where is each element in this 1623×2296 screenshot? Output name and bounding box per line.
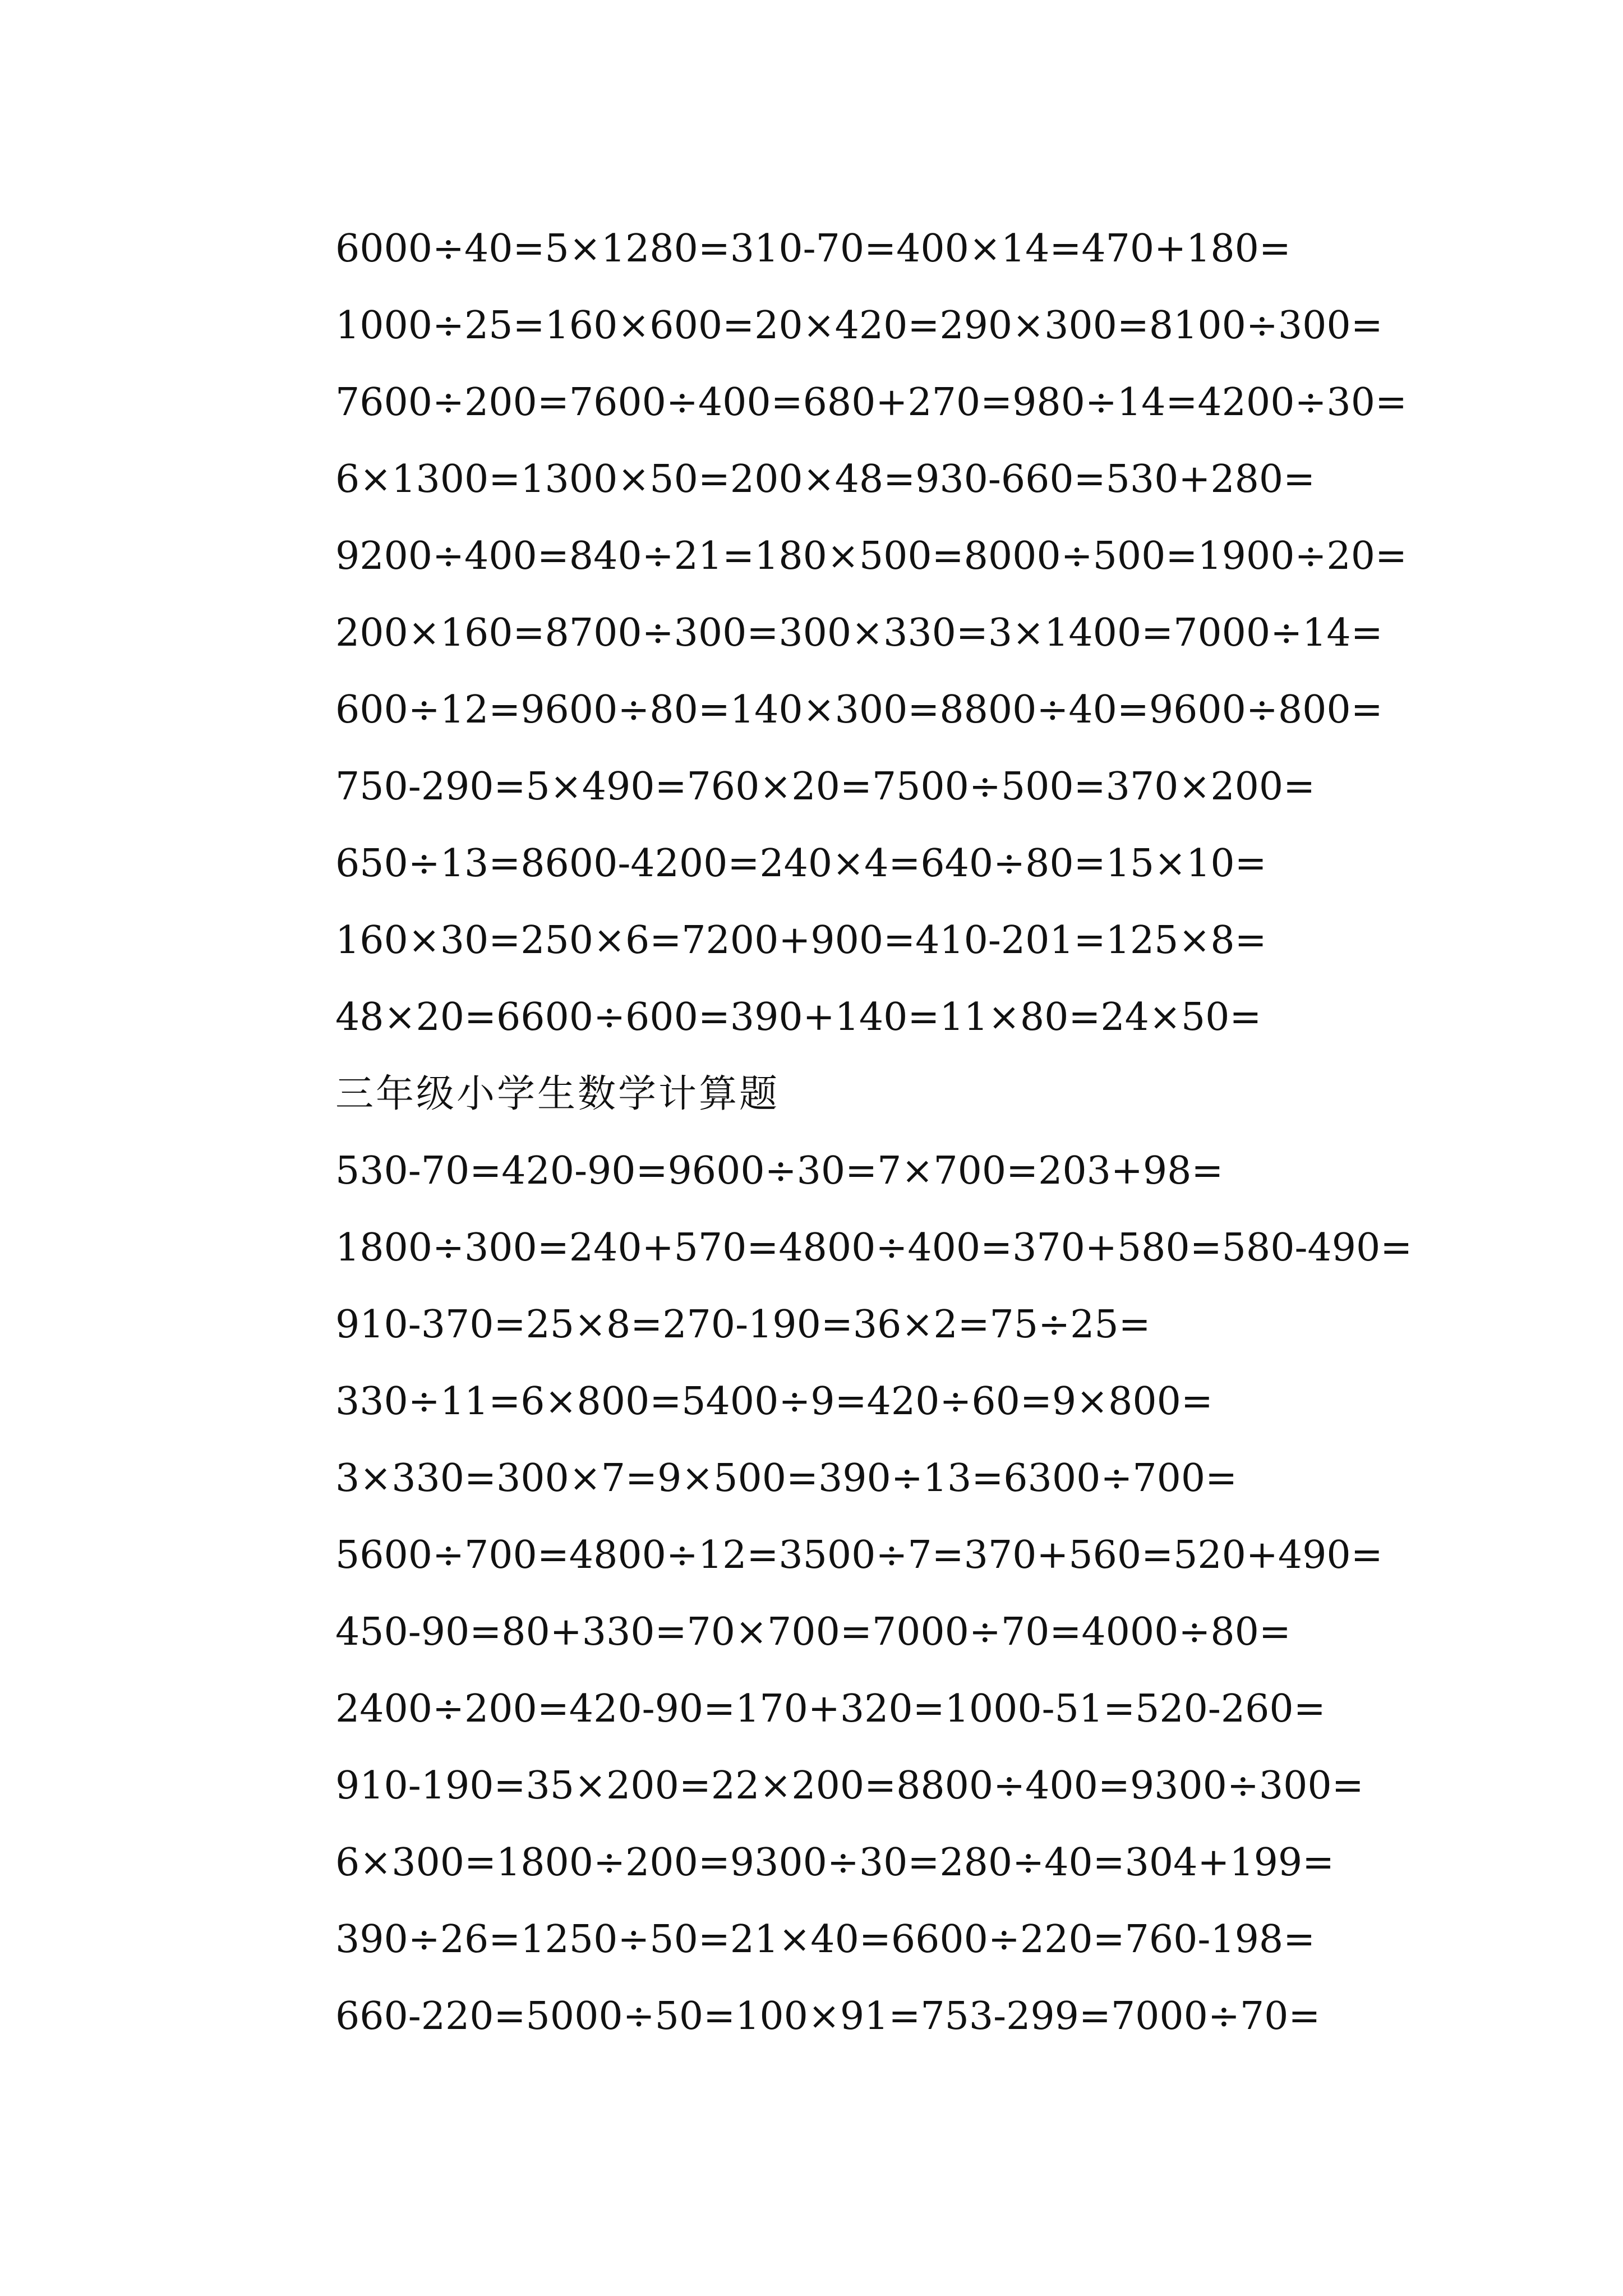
exercise-line: 160×30=250×6=7200+900=410-201=125×8=	[335, 918, 1267, 963]
exercise-line: 530-70=420-90=9600÷30=7×700=203+98=	[335, 1149, 1224, 1193]
exercise-line: 450-90=80+330=70×700=7000÷70=4000÷80=	[335, 1610, 1291, 1654]
section-heading: 三年级小学生数学计算题	[335, 1072, 780, 1116]
exercise-line: 660-220=5000÷50=100×91=753-299=7000÷70=	[335, 1994, 1321, 2039]
exercise-line: 1800÷300=240+570=4800÷400=370+580=580-490=	[335, 1226, 1413, 1270]
exercise-line: 750-290=5×490=760×20=7500÷500=370×200=	[335, 765, 1316, 809]
exercise-line: 200×160=8700÷300=300×330=3×1400=7000÷14=	[335, 611, 1383, 655]
exercise-line: 1000÷25=160×600=20×420=290×300=8100÷300=	[335, 303, 1383, 348]
exercise-line: 6×300=1800÷200=9300÷30=280÷40=304+199=	[335, 1841, 1335, 1885]
exercise-line: 6×1300=1300×50=200×48=930-660=530+280=	[335, 457, 1316, 501]
exercise-lines	[335, 210, 1513, 2055]
exercise-line: 3×330=300×7=9×500=390÷13=6300÷700=	[335, 1456, 1238, 1501]
exercise-line: 390÷26=1250÷50=21×40=6600÷220=760-198=	[335, 1917, 1316, 1962]
exercise-line: 48×20=6600÷600=390+140=11×80=24×50=	[335, 995, 1262, 1039]
exercise-line: 910-190=35×200=22×200=8800÷400=9300÷300=	[335, 1764, 1364, 1808]
exercise-line: 650÷13=8600-4200=240×4=640÷80=15×10=	[335, 841, 1267, 886]
exercise-line: 7600÷200=7600÷400=680+270=980÷14=4200÷30=	[335, 380, 1407, 425]
exercise-line: 6000÷40=5×1280=310-70=400×14=470+180=	[335, 227, 1291, 271]
exercise-line: 2400÷200=420-90=170+320=1000-51=520-260=	[335, 1687, 1326, 1731]
exercise-line: 330÷11=6×800=5400÷9=420÷60=9×800=	[335, 1379, 1213, 1424]
exercise-line: 9200÷400=840÷21=180×500=8000÷500=1900÷20=	[335, 534, 1407, 578]
exercise-line: 600÷12=9600÷80=140×300=8800÷40=9600÷800=	[335, 688, 1383, 732]
exercise-line: 5600÷700=4800÷12=3500÷7=370+560=520+490=	[335, 1533, 1383, 1577]
exercise-line: 910-370=25×8=270-190=36×2=75÷25=	[335, 1303, 1151, 1347]
